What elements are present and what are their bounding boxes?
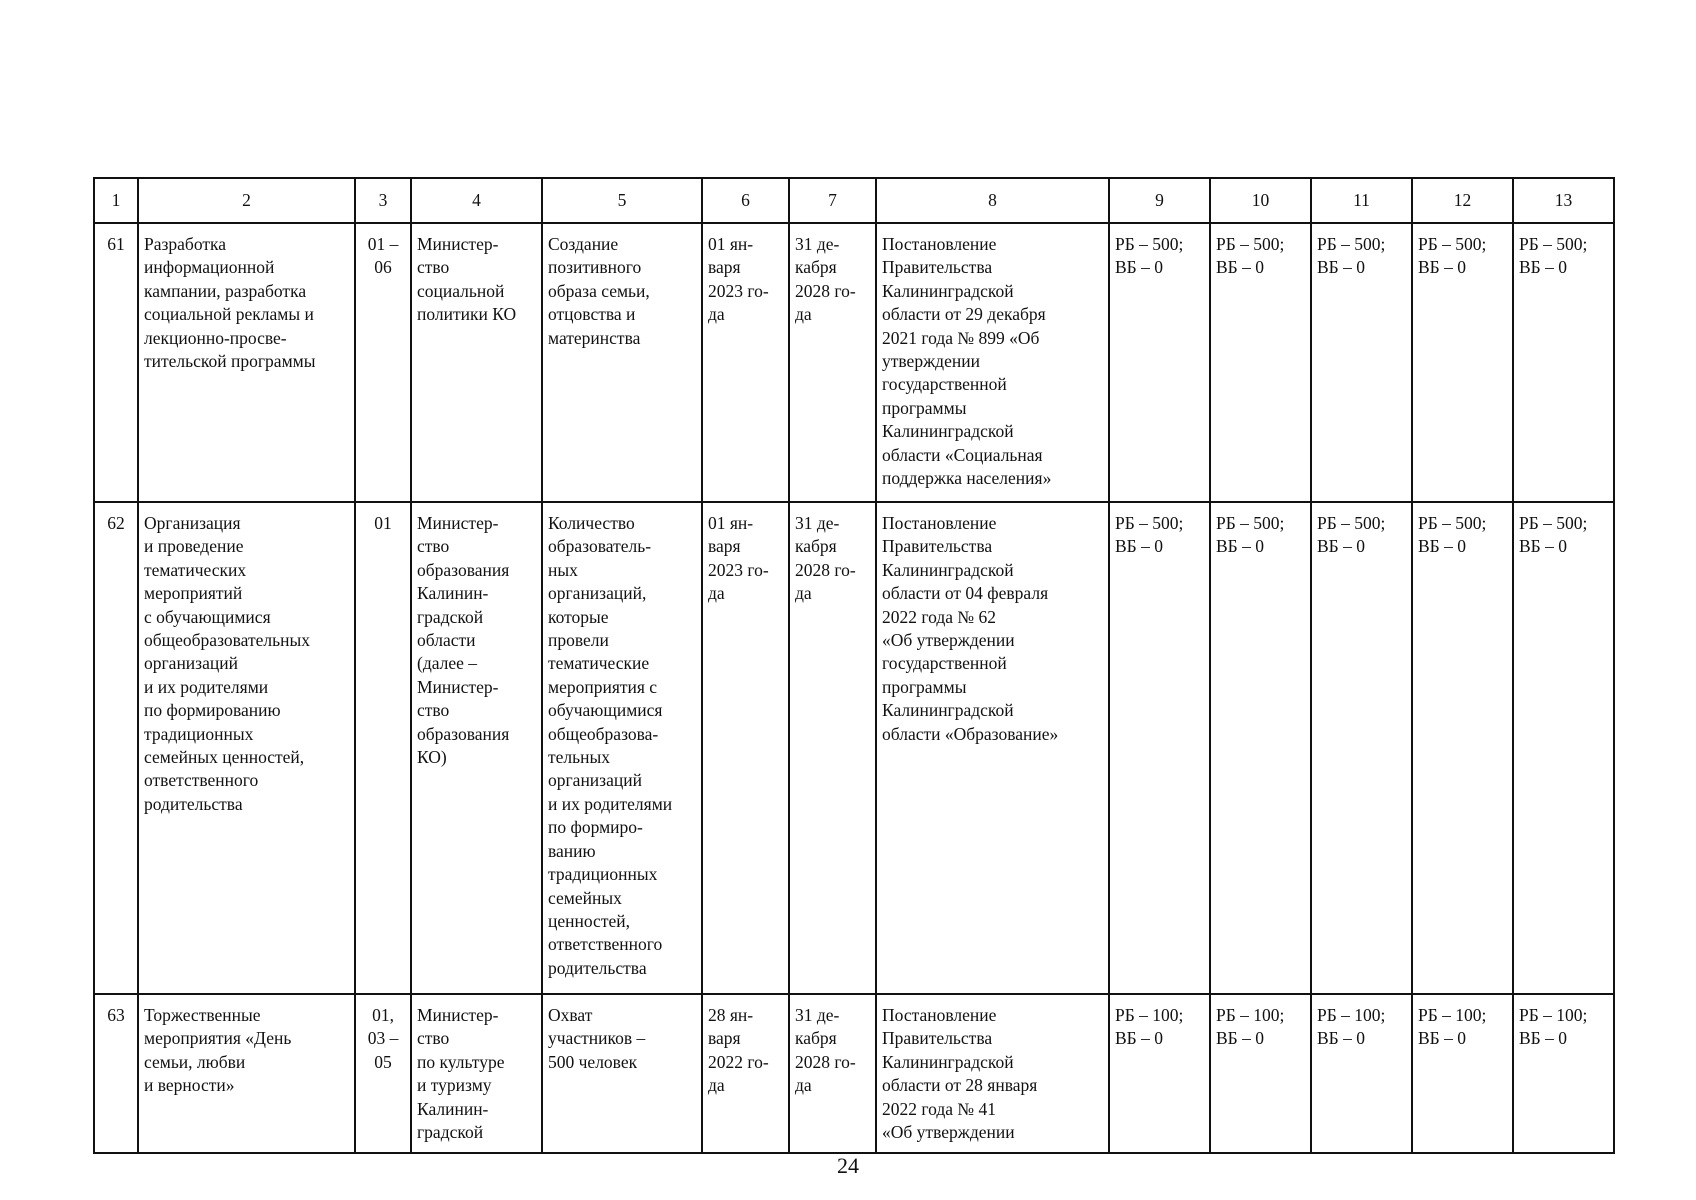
- column-header-9: 9: [1109, 178, 1210, 223]
- funding-col-9: РБ – 500; ВБ – 0: [1109, 223, 1210, 502]
- measure-name: Торжественные мероприятия «День семьи, любви и верности»: [138, 994, 355, 1153]
- measure-name: Организация и проведение тематических мероприятий с обучающимися общеобразовательных организаций и их родителями по формированию традиционных семейных ценностей, ответственного родительства: [138, 502, 355, 994]
- column-header-3: 3: [355, 178, 411, 223]
- page-number: 24: [837, 1153, 859, 1178]
- column-header-2: 2: [138, 178, 355, 223]
- column-header-1: 1: [94, 178, 138, 223]
- row-number: 61: [94, 223, 138, 502]
- row-number: 62: [94, 502, 138, 994]
- column-header-8: 8: [876, 178, 1109, 223]
- executor: Министер- ство социальной политики КО: [411, 223, 542, 502]
- column-header-11: 11: [1311, 178, 1412, 223]
- expected-result: Создание позитивного образа семьи, отцовства и материнства: [542, 223, 702, 502]
- column-header-5: 5: [542, 178, 702, 223]
- task-code: 01 – 06: [355, 223, 411, 502]
- funding-col-11: РБ – 500; ВБ – 0: [1311, 502, 1412, 994]
- start-date: 01 ян- варя 2023 го- да: [702, 223, 789, 502]
- column-header-10: 10: [1210, 178, 1311, 223]
- funding-col-13: РБ – 100; ВБ – 0: [1513, 994, 1614, 1153]
- funding-col-10: РБ – 500; ВБ – 0: [1210, 502, 1311, 994]
- start-date: 01 ян- варя 2023 го- да: [702, 502, 789, 994]
- funding-col-13: РБ – 500; ВБ – 0: [1513, 502, 1614, 994]
- row-number: 63: [94, 994, 138, 1153]
- funding-col-11: РБ – 500; ВБ – 0: [1311, 223, 1412, 502]
- executor: Министер- ство образования Калинин- градской области (далее – Министер- ство образования КО): [411, 502, 542, 994]
- expected-result: Количество образователь- ных организаций, которые провели тематические мероприятия с обучающимися общеобразова- тельных организаций и их родителями по формиро- ванию традиционных семейных ценностей, ответственного родительства: [542, 502, 702, 994]
- measure-name: Разработка информационной кампании, разработка социальной рекламы и лекционно-просве- тительской программы: [138, 223, 355, 502]
- executor: Министер- ство по культуре и туризму Калинин- градской: [411, 994, 542, 1153]
- funding-col-12: РБ – 100; ВБ – 0: [1412, 994, 1513, 1153]
- column-header-13: 13: [1513, 178, 1614, 223]
- funding-col-12: РБ – 500; ВБ – 0: [1412, 223, 1513, 502]
- end-date: 31 де- кабря 2028 го- да: [789, 223, 876, 502]
- end-date: 31 де- кабря 2028 го- да: [789, 994, 876, 1153]
- funding-col-9: РБ – 500; ВБ – 0: [1109, 502, 1210, 994]
- table-row: [94, 994, 1614, 1153]
- column-header-12: 12: [1412, 178, 1513, 223]
- measures-table: [93, 177, 1615, 1154]
- header-row: [94, 178, 1614, 223]
- funding-col-12: РБ – 500; ВБ – 0: [1412, 502, 1513, 994]
- legal-basis: Постановление Правительства Калининградской области от 28 января 2022 года № 41 «Об утверждении: [876, 994, 1109, 1153]
- table-row: [94, 223, 1614, 502]
- task-code: 01: [355, 502, 411, 994]
- legal-basis: Постановление Правительства Калининградской области от 29 декабря 2021 года № 899 «Об утверждении государственной программы Калининградской области «Социальная поддержка населения»: [876, 223, 1109, 502]
- column-header-6: 6: [702, 178, 789, 223]
- funding-col-10: РБ – 500; ВБ – 0: [1210, 223, 1311, 502]
- legal-basis: Постановление Правительства Калининградской области от 04 февраля 2022 года № 62 «Об утверждении государственной программы Калининградской области «Образование»: [876, 502, 1109, 994]
- column-header-4: 4: [411, 178, 542, 223]
- funding-col-13: РБ – 500; ВБ – 0: [1513, 223, 1614, 502]
- start-date: 28 ян- варя 2022 го- да: [702, 994, 789, 1153]
- table-row: [94, 502, 1614, 994]
- end-date: 31 де- кабря 2028 го- да: [789, 502, 876, 994]
- column-header-7: 7: [789, 178, 876, 223]
- task-code: 01, 03 – 05: [355, 994, 411, 1153]
- funding-col-11: РБ – 100; ВБ – 0: [1311, 994, 1412, 1153]
- funding-col-10: РБ – 100; ВБ – 0: [1210, 994, 1311, 1153]
- funding-col-9: РБ – 100; ВБ – 0: [1109, 994, 1210, 1153]
- expected-result: Охват участников – 500 человек: [542, 994, 702, 1153]
